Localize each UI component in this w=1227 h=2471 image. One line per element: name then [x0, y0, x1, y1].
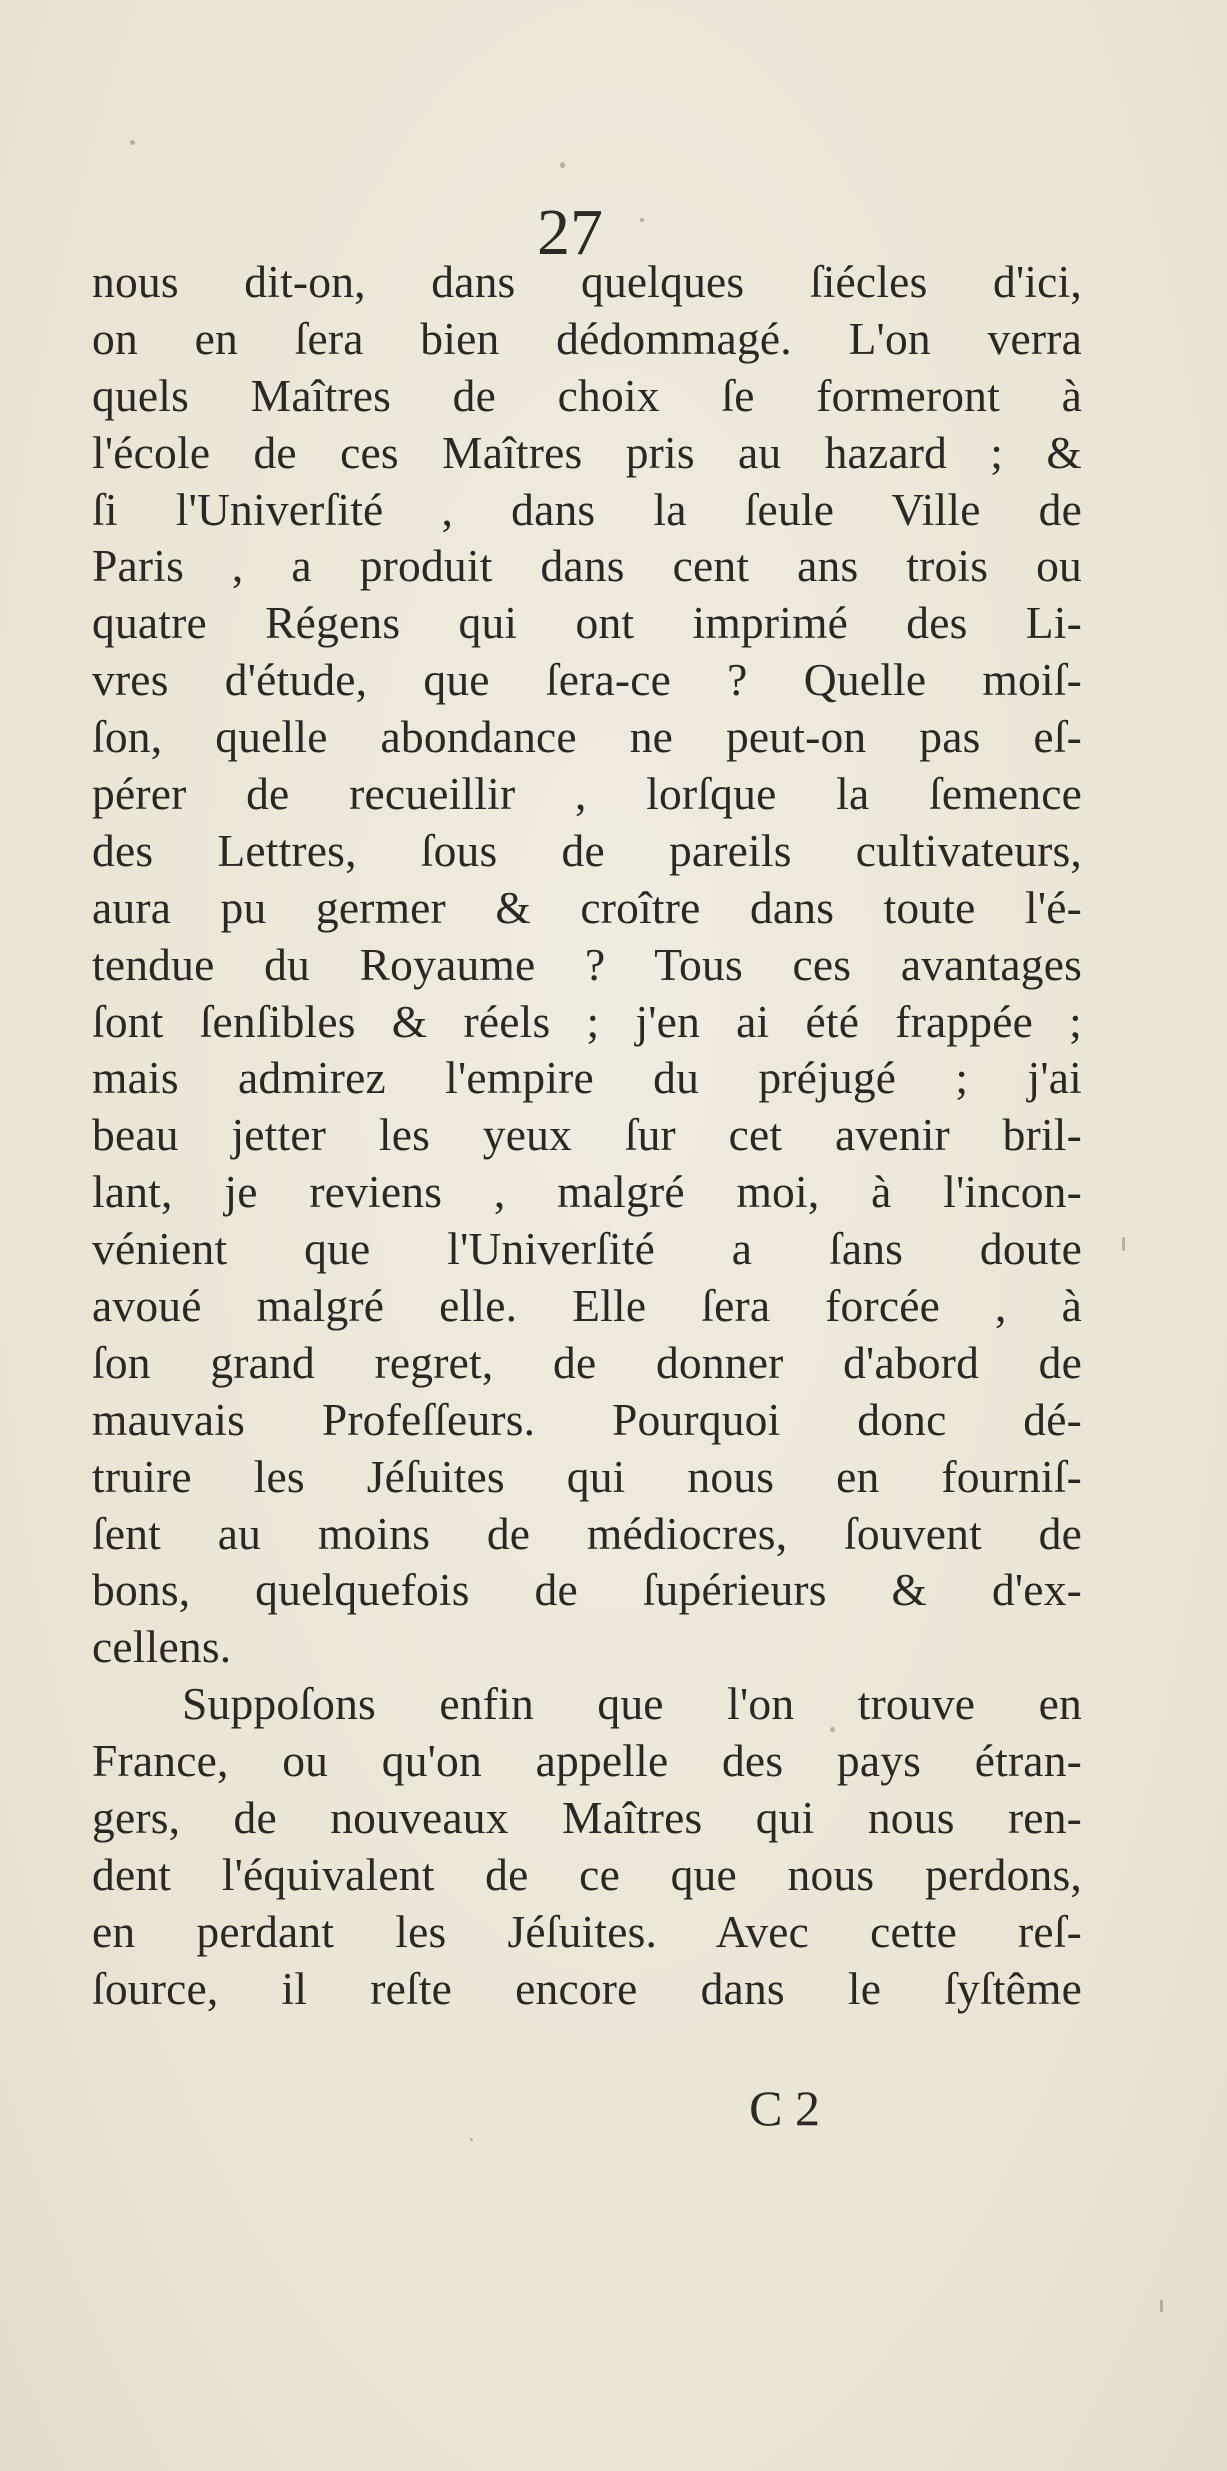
signature-text: C 2 [749, 2080, 820, 2136]
text-line: ſource, il reſte encore dans le ſyſtême [92, 1962, 1082, 2014]
text-line: mauvais Profeſſeurs. Pourquoi donc dé- [92, 1393, 1082, 1445]
text-line: gers, de nouveaux Maîtres qui nous ren- [92, 1792, 1082, 1844]
text-line: lant, je reviens , malgré moi, à l'incon- [92, 1166, 1082, 1218]
paper-speck [1122, 1237, 1125, 1251]
text-line: dent l'équivalent de ce que nous perdons, [92, 1848, 1082, 1900]
page-number: 27 [537, 196, 603, 269]
text-line: quatre Régens qui ont imprimé des Li- [92, 597, 1082, 649]
text-line: quels Maîtres de choix ſe formeront à [92, 369, 1082, 421]
text-line: ſon, quelle abondance ne peut-on pas eſ- [92, 711, 1082, 763]
text-line: ſi l'Univerſité , dans la ſeule Ville de [92, 483, 1082, 535]
text-line: bons, quelquefois de ſupérieurs & d'ex- [92, 1564, 1082, 1616]
text-line: France, ou qu'on appelle des pays étran- [92, 1735, 1082, 1787]
text-line: on en ſera bien dédommagé. L'on verra [92, 312, 1082, 364]
text-line: truire les Jéſuites qui nous en fourniſ- [92, 1450, 1082, 1502]
paper-speck [130, 140, 135, 145]
paper-speck [470, 2138, 473, 2141]
paper-speck [560, 162, 565, 168]
text-line: pérer de recueillir , lorſque la ſemence [92, 768, 1082, 820]
text-line: ſon grand regret, de donner d'abord de [92, 1336, 1082, 1388]
signature-mark [0, 2080, 1090, 2136]
text-line: des Lettres, ſous de pareils cultivateurs, [92, 824, 1082, 876]
text-line: l'école de ces Maîtres pris au hazard ; & [92, 426, 1082, 478]
text-line: en perdant les Jéſuites. Avec cette reſ- [92, 1905, 1082, 1957]
text-line: tendue du Royaume ? Tous ces avantages [92, 938, 1082, 990]
text-line: avoué malgré elle. Elle ſera forcée , à [92, 1280, 1082, 1332]
text-line: ſent au moins de médiocres, ſouvent de [92, 1507, 1082, 1559]
text-line: vres d'étude, que ſera-ce ? Quelle moiſ- [92, 654, 1082, 706]
text-line: Suppoſons enfin que l'on trouve en [182, 1678, 1082, 1730]
text-line: ſont ſenſibles & réels ; j'en ai été frappée ; [92, 995, 1082, 1047]
paper-speck [1160, 2300, 1163, 2312]
text-line: beau jetter les yeux ſur cet avenir bril- [92, 1109, 1082, 1161]
text-line: aura pu germer & croître dans toute l'é- [92, 881, 1082, 933]
text-line: Paris , a produit dans cent ans trois ou [92, 540, 1082, 592]
text-line: mais admirez l'empire du préjugé ; j'ai [92, 1052, 1082, 1104]
text-line: cellens. [92, 1621, 232, 1673]
body-text [92, 254, 1082, 2018]
text-line: nous dit-on, dans quelques ſiécles d'ici, [92, 256, 1082, 307]
text-line: vénient que l'Univerſité a ſans doute [92, 1223, 1082, 1275]
